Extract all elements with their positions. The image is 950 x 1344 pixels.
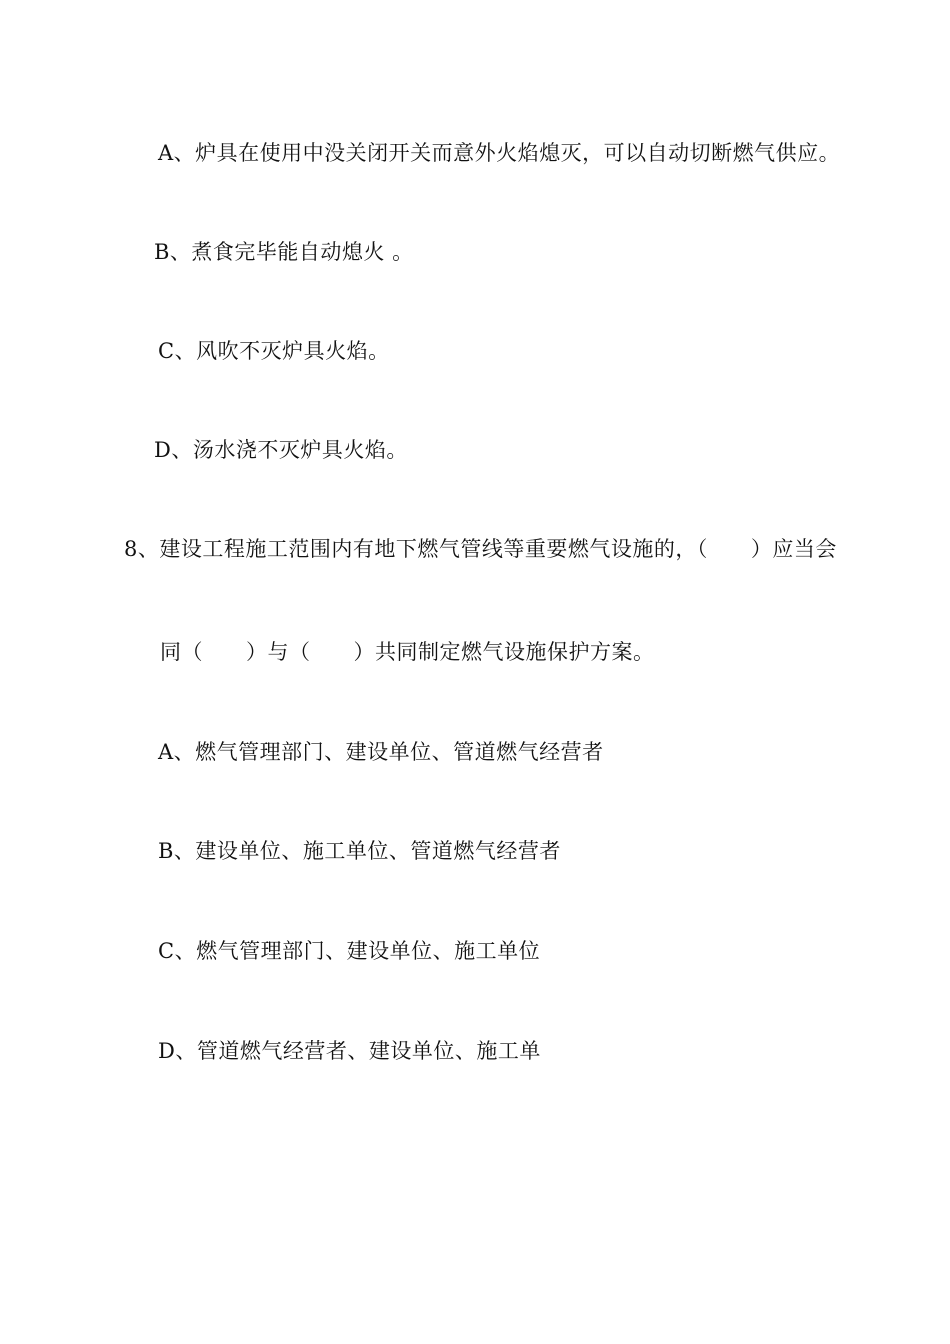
prev-question-option-b: B、煮食完毕能自动熄火 。 (154, 240, 414, 264)
question-8-stem-line-2: 同（ ）与（ ）共同制定燃气设施保护方案。 (160, 640, 655, 664)
question-8-option-d: D、管道燃气经营者、建设单位、施工单 (158, 1039, 541, 1063)
question-8-option-c: C、燃气管理部门、建设单位、施工单位 (158, 939, 541, 963)
question-8-option-b: B、建设单位、施工单位、管道燃气经营者 (158, 839, 561, 863)
question-8-stem-line-1: 8、建设工程施工范围内有地下燃气管线等重要燃气设施的，（ ）应当会 (124, 537, 837, 561)
prev-question-option-a: A、炉具在使用中没关闭开关而意外火焰熄灭，可以自动切断燃气供应。 (158, 141, 841, 165)
prev-question-option-d: D、汤水浇不灭炉具火焰。 (154, 438, 408, 462)
question-8-option-a: A、燃气管理部门、建设单位、管道燃气经营者 (158, 740, 604, 764)
prev-question-option-c: C、风吹不灭炉具火焰。 (158, 339, 390, 363)
